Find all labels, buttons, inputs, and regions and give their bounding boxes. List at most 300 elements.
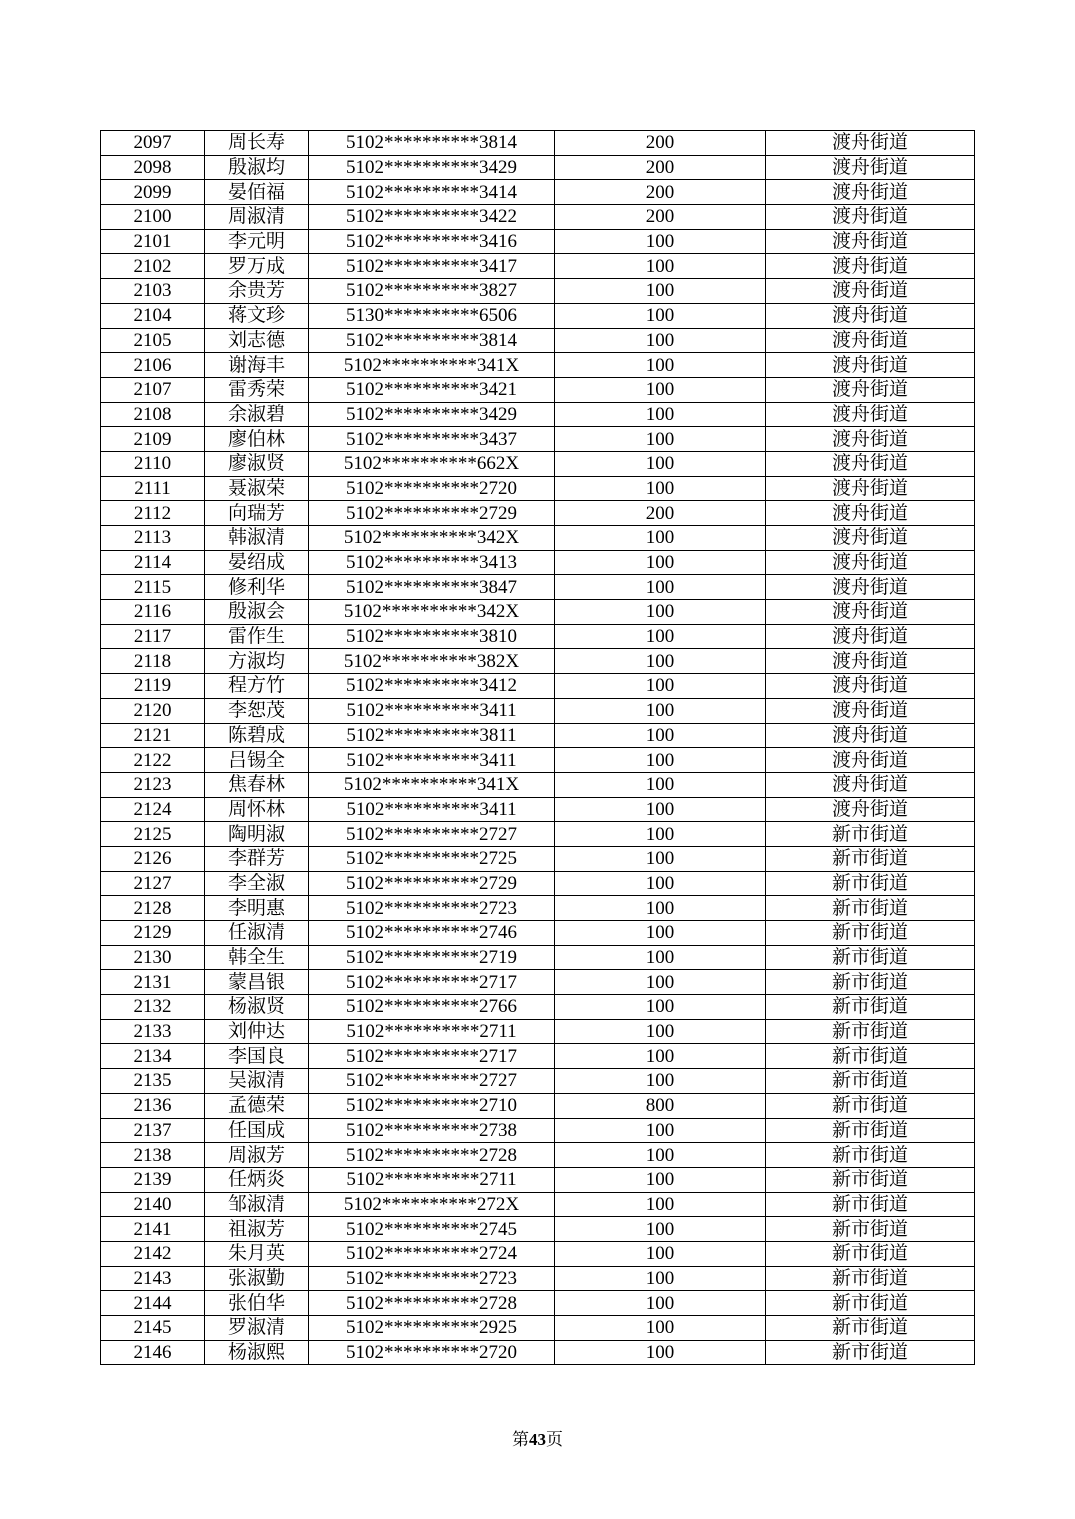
name-cell: 李全淑 xyxy=(205,871,309,896)
table-row xyxy=(101,1291,975,1316)
street-cell: 新市街道 xyxy=(766,921,975,946)
street-cell: 渡舟街道 xyxy=(766,303,975,328)
id-number-cell: 5102**********662X xyxy=(309,451,555,476)
row-number-cell: 2099 xyxy=(101,180,205,205)
row-number-cell: 2145 xyxy=(101,1316,205,1341)
name-cell: 任淑清 xyxy=(205,921,309,946)
amount-cell: 100 xyxy=(555,328,766,353)
name-cell: 李元明 xyxy=(205,229,309,254)
id-number-cell: 5102**********3411 xyxy=(309,698,555,723)
row-number-cell: 2139 xyxy=(101,1167,205,1192)
name-cell: 孟德荣 xyxy=(205,1093,309,1118)
amount-cell: 100 xyxy=(555,995,766,1020)
street-cell: 渡舟街道 xyxy=(766,797,975,822)
name-cell: 刘仲达 xyxy=(205,1019,309,1044)
table-row xyxy=(101,822,975,847)
name-cell: 杨淑贤 xyxy=(205,995,309,1020)
row-number-cell: 2112 xyxy=(101,501,205,526)
id-number-cell: 5102**********2729 xyxy=(309,871,555,896)
street-cell: 渡舟街道 xyxy=(766,526,975,551)
amount-cell: 100 xyxy=(555,1118,766,1143)
table-row xyxy=(101,1192,975,1217)
name-cell: 张伯华 xyxy=(205,1291,309,1316)
amount-cell: 100 xyxy=(555,846,766,871)
row-number-cell: 2124 xyxy=(101,797,205,822)
street-cell: 新市街道 xyxy=(766,945,975,970)
table-row xyxy=(101,155,975,180)
table-row xyxy=(101,476,975,501)
name-cell: 陶明淑 xyxy=(205,822,309,847)
amount-cell: 200 xyxy=(555,155,766,180)
street-cell: 渡舟街道 xyxy=(766,723,975,748)
amount-cell: 100 xyxy=(555,550,766,575)
id-number-cell: 5102**********2720 xyxy=(309,1340,555,1365)
row-number-cell: 2120 xyxy=(101,698,205,723)
id-number-cell: 5102**********2723 xyxy=(309,1266,555,1291)
amount-cell: 100 xyxy=(555,600,766,625)
row-number-cell: 2100 xyxy=(101,205,205,230)
street-cell: 渡舟街道 xyxy=(766,550,975,575)
row-number-cell: 2104 xyxy=(101,303,205,328)
id-number-cell: 5102**********342X xyxy=(309,600,555,625)
table-row xyxy=(101,945,975,970)
street-cell: 新市街道 xyxy=(766,1340,975,1365)
row-number-cell: 2143 xyxy=(101,1266,205,1291)
street-cell: 渡舟街道 xyxy=(766,649,975,674)
id-number-cell: 5102**********3814 xyxy=(309,328,555,353)
amount-cell: 100 xyxy=(555,1019,766,1044)
street-cell: 渡舟街道 xyxy=(766,180,975,205)
id-number-cell: 5102**********2727 xyxy=(309,822,555,847)
street-cell: 渡舟街道 xyxy=(766,205,975,230)
id-number-cell: 5102**********3437 xyxy=(309,427,555,452)
id-number-cell: 5102**********3411 xyxy=(309,748,555,773)
name-cell: 晏佰福 xyxy=(205,180,309,205)
name-cell: 吕锡全 xyxy=(205,748,309,773)
id-number-cell: 5102**********2925 xyxy=(309,1316,555,1341)
street-cell: 新市街道 xyxy=(766,1167,975,1192)
street-cell: 新市街道 xyxy=(766,871,975,896)
amount-cell: 100 xyxy=(555,772,766,797)
table-row xyxy=(101,970,975,995)
row-number-cell: 2117 xyxy=(101,624,205,649)
id-number-cell: 5102**********2745 xyxy=(309,1217,555,1242)
name-cell: 殷淑会 xyxy=(205,600,309,625)
name-cell: 吴淑清 xyxy=(205,1069,309,1094)
row-number-cell: 2108 xyxy=(101,402,205,427)
table-row xyxy=(101,1316,975,1341)
id-number-cell: 5102**********3810 xyxy=(309,624,555,649)
row-number-cell: 2102 xyxy=(101,254,205,279)
row-number-cell: 2134 xyxy=(101,1044,205,1069)
table-row xyxy=(101,1069,975,1094)
amount-cell: 100 xyxy=(555,427,766,452)
amount-cell: 100 xyxy=(555,797,766,822)
table-row xyxy=(101,303,975,328)
table-row xyxy=(101,846,975,871)
row-number-cell: 2132 xyxy=(101,995,205,1020)
amount-cell: 100 xyxy=(555,822,766,847)
amount-cell: 100 xyxy=(555,970,766,995)
name-cell: 韩淑清 xyxy=(205,526,309,551)
street-cell: 新市街道 xyxy=(766,1266,975,1291)
row-number-cell: 2118 xyxy=(101,649,205,674)
name-cell: 任炳炎 xyxy=(205,1167,309,1192)
table-row xyxy=(101,995,975,1020)
id-number-cell: 5102**********2766 xyxy=(309,995,555,1020)
row-number-cell: 2105 xyxy=(101,328,205,353)
name-cell: 程方竹 xyxy=(205,674,309,699)
id-number-cell: 5102**********3414 xyxy=(309,180,555,205)
row-number-cell: 2146 xyxy=(101,1340,205,1365)
table-row xyxy=(101,131,975,156)
id-number-cell: 5102**********2738 xyxy=(309,1118,555,1143)
table-row xyxy=(101,205,975,230)
table-row xyxy=(101,526,975,551)
name-cell: 李国良 xyxy=(205,1044,309,1069)
amount-cell: 100 xyxy=(555,451,766,476)
row-number-cell: 2140 xyxy=(101,1192,205,1217)
street-cell: 渡舟街道 xyxy=(766,377,975,402)
amount-cell: 100 xyxy=(555,1241,766,1266)
row-number-cell: 2126 xyxy=(101,846,205,871)
id-number-cell: 5102**********3412 xyxy=(309,674,555,699)
street-cell: 新市街道 xyxy=(766,1118,975,1143)
name-cell: 朱月英 xyxy=(205,1241,309,1266)
street-cell: 新市街道 xyxy=(766,1316,975,1341)
row-number-cell: 2115 xyxy=(101,575,205,600)
street-cell: 新市街道 xyxy=(766,822,975,847)
amount-cell: 100 xyxy=(555,674,766,699)
row-number-cell: 2110 xyxy=(101,451,205,476)
street-cell: 新市街道 xyxy=(766,1192,975,1217)
name-cell: 罗淑清 xyxy=(205,1316,309,1341)
street-cell: 渡舟街道 xyxy=(766,353,975,378)
street-cell: 渡舟街道 xyxy=(766,501,975,526)
table-row xyxy=(101,921,975,946)
name-cell: 雷秀荣 xyxy=(205,377,309,402)
street-cell: 渡舟街道 xyxy=(766,748,975,773)
row-number-cell: 2116 xyxy=(101,600,205,625)
name-cell: 蒋文珍 xyxy=(205,303,309,328)
id-number-cell: 5102**********3827 xyxy=(309,279,555,304)
amount-cell: 100 xyxy=(555,624,766,649)
id-number-cell: 5102**********272X xyxy=(309,1192,555,1217)
amount-cell: 100 xyxy=(555,1167,766,1192)
id-number-cell: 5102**********2725 xyxy=(309,846,555,871)
street-cell: 渡舟街道 xyxy=(766,279,975,304)
table-row xyxy=(101,1167,975,1192)
row-number-cell: 2119 xyxy=(101,674,205,699)
id-number-cell: 5102**********3417 xyxy=(309,254,555,279)
page-footer xyxy=(0,1429,1075,1451)
name-cell: 李明惠 xyxy=(205,896,309,921)
table-row xyxy=(101,723,975,748)
table-row xyxy=(101,328,975,353)
table-row xyxy=(101,600,975,625)
table-row xyxy=(101,1044,975,1069)
id-number-cell: 5102**********2717 xyxy=(309,970,555,995)
name-cell: 张淑勤 xyxy=(205,1266,309,1291)
amount-cell: 100 xyxy=(555,1069,766,1094)
street-cell: 渡舟街道 xyxy=(766,155,975,180)
id-number-cell: 5102**********382X xyxy=(309,649,555,674)
row-number-cell: 2098 xyxy=(101,155,205,180)
id-number-cell: 5102**********2728 xyxy=(309,1143,555,1168)
table-row xyxy=(101,896,975,921)
row-number-cell: 2133 xyxy=(101,1019,205,1044)
amount-cell: 100 xyxy=(555,945,766,970)
street-cell: 新市街道 xyxy=(766,995,975,1020)
amount-cell: 100 xyxy=(555,402,766,427)
name-cell: 晏绍成 xyxy=(205,550,309,575)
id-number-cell: 5102**********2720 xyxy=(309,476,555,501)
street-cell: 新市街道 xyxy=(766,1217,975,1242)
table-row xyxy=(101,772,975,797)
table-row xyxy=(101,1019,975,1044)
table-row xyxy=(101,377,975,402)
street-cell: 渡舟街道 xyxy=(766,476,975,501)
row-number-cell: 2109 xyxy=(101,427,205,452)
table-row xyxy=(101,1143,975,1168)
amount-cell: 100 xyxy=(555,723,766,748)
id-number-cell: 5102**********3421 xyxy=(309,377,555,402)
name-cell: 韩全生 xyxy=(205,945,309,970)
street-cell: 渡舟街道 xyxy=(766,328,975,353)
id-number-cell: 5102**********3416 xyxy=(309,229,555,254)
amount-cell: 100 xyxy=(555,1266,766,1291)
table-row xyxy=(101,1241,975,1266)
table-row xyxy=(101,501,975,526)
row-number-cell: 2101 xyxy=(101,229,205,254)
id-number-cell: 5102**********2728 xyxy=(309,1291,555,1316)
row-number-cell: 2122 xyxy=(101,748,205,773)
row-number-cell: 2142 xyxy=(101,1241,205,1266)
name-cell: 邹淑清 xyxy=(205,1192,309,1217)
id-number-cell: 5102**********3811 xyxy=(309,723,555,748)
row-number-cell: 2107 xyxy=(101,377,205,402)
street-cell: 渡舟街道 xyxy=(766,254,975,279)
name-cell: 殷淑均 xyxy=(205,155,309,180)
table-row xyxy=(101,698,975,723)
name-cell: 余贵芳 xyxy=(205,279,309,304)
name-cell: 廖淑贤 xyxy=(205,451,309,476)
name-cell: 方淑均 xyxy=(205,649,309,674)
amount-cell: 100 xyxy=(555,1192,766,1217)
name-cell: 焦春林 xyxy=(205,772,309,797)
id-number-cell: 5102**********2746 xyxy=(309,921,555,946)
id-number-cell: 5102**********3413 xyxy=(309,550,555,575)
amount-cell: 200 xyxy=(555,180,766,205)
name-cell: 陈碧成 xyxy=(205,723,309,748)
table-row xyxy=(101,1118,975,1143)
table-row xyxy=(101,427,975,452)
amount-cell: 100 xyxy=(555,476,766,501)
street-cell: 新市街道 xyxy=(766,1093,975,1118)
page-prefix: 第 xyxy=(512,1430,529,1449)
street-cell: 新市街道 xyxy=(766,1241,975,1266)
amount-cell: 200 xyxy=(555,501,766,526)
page-number: 43 xyxy=(529,1430,546,1449)
row-number-cell: 2129 xyxy=(101,921,205,946)
street-cell: 新市街道 xyxy=(766,896,975,921)
amount-cell: 100 xyxy=(555,229,766,254)
name-cell: 修利华 xyxy=(205,575,309,600)
recipient-table xyxy=(100,130,975,1365)
street-cell: 新市街道 xyxy=(766,1069,975,1094)
street-cell: 新市街道 xyxy=(766,1291,975,1316)
street-cell: 新市街道 xyxy=(766,846,975,871)
street-cell: 渡舟街道 xyxy=(766,229,975,254)
amount-cell: 100 xyxy=(555,921,766,946)
name-cell: 廖伯林 xyxy=(205,427,309,452)
table-row xyxy=(101,451,975,476)
name-cell: 祖淑芳 xyxy=(205,1217,309,1242)
row-number-cell: 2136 xyxy=(101,1093,205,1118)
street-cell: 渡舟街道 xyxy=(766,131,975,156)
table-row xyxy=(101,229,975,254)
row-number-cell: 2130 xyxy=(101,945,205,970)
id-number-cell: 5102**********3422 xyxy=(309,205,555,230)
id-number-cell: 5130**********6506 xyxy=(309,303,555,328)
street-cell: 新市街道 xyxy=(766,1044,975,1069)
street-cell: 渡舟街道 xyxy=(766,624,975,649)
table-row xyxy=(101,748,975,773)
table-row xyxy=(101,402,975,427)
row-number-cell: 2111 xyxy=(101,476,205,501)
row-number-cell: 2113 xyxy=(101,526,205,551)
page-suffix: 页 xyxy=(546,1430,563,1449)
row-number-cell: 2097 xyxy=(101,131,205,156)
row-number-cell: 2125 xyxy=(101,822,205,847)
id-number-cell: 5102**********2719 xyxy=(309,945,555,970)
amount-cell: 100 xyxy=(555,1143,766,1168)
name-cell: 李恕茂 xyxy=(205,698,309,723)
amount-cell: 100 xyxy=(555,1044,766,1069)
name-cell: 周淑清 xyxy=(205,205,309,230)
amount-cell: 200 xyxy=(555,131,766,156)
row-number-cell: 2137 xyxy=(101,1118,205,1143)
id-number-cell: 5102**********2717 xyxy=(309,1044,555,1069)
amount-cell: 100 xyxy=(555,748,766,773)
id-number-cell: 5102**********341X xyxy=(309,353,555,378)
amount-cell: 100 xyxy=(555,303,766,328)
id-number-cell: 5102**********341X xyxy=(309,772,555,797)
name-cell: 聂淑荣 xyxy=(205,476,309,501)
id-number-cell: 5102**********3847 xyxy=(309,575,555,600)
table-body xyxy=(101,131,975,1365)
table-row xyxy=(101,353,975,378)
street-cell: 渡舟街道 xyxy=(766,402,975,427)
amount-cell: 100 xyxy=(555,353,766,378)
name-cell: 向瑞芳 xyxy=(205,501,309,526)
table-row xyxy=(101,1093,975,1118)
street-cell: 渡舟街道 xyxy=(766,674,975,699)
table-row xyxy=(101,180,975,205)
id-number-cell: 5102**********342X xyxy=(309,526,555,551)
amount-cell: 100 xyxy=(555,279,766,304)
name-cell: 蒙昌银 xyxy=(205,970,309,995)
street-cell: 渡舟街道 xyxy=(766,427,975,452)
id-number-cell: 5102**********2729 xyxy=(309,501,555,526)
table-row xyxy=(101,1266,975,1291)
street-cell: 新市街道 xyxy=(766,1143,975,1168)
id-number-cell: 5102**********3429 xyxy=(309,155,555,180)
street-cell: 新市街道 xyxy=(766,970,975,995)
id-number-cell: 5102**********2727 xyxy=(309,1069,555,1094)
row-number-cell: 2127 xyxy=(101,871,205,896)
street-cell: 渡舟街道 xyxy=(766,451,975,476)
amount-cell: 100 xyxy=(555,896,766,921)
table-row xyxy=(101,649,975,674)
name-cell: 周怀林 xyxy=(205,797,309,822)
street-cell: 渡舟街道 xyxy=(766,575,975,600)
amount-cell: 100 xyxy=(555,377,766,402)
name-cell: 任国成 xyxy=(205,1118,309,1143)
table-row xyxy=(101,575,975,600)
table-row xyxy=(101,871,975,896)
amount-cell: 100 xyxy=(555,1291,766,1316)
table-row xyxy=(101,797,975,822)
name-cell: 雷作生 xyxy=(205,624,309,649)
row-number-cell: 2121 xyxy=(101,723,205,748)
amount-cell: 100 xyxy=(555,1217,766,1242)
amount-cell: 100 xyxy=(555,254,766,279)
name-cell: 余淑碧 xyxy=(205,402,309,427)
name-cell: 罗万成 xyxy=(205,254,309,279)
row-number-cell: 2114 xyxy=(101,550,205,575)
name-cell: 刘志德 xyxy=(205,328,309,353)
row-number-cell: 2144 xyxy=(101,1291,205,1316)
row-number-cell: 2128 xyxy=(101,896,205,921)
row-number-cell: 2131 xyxy=(101,970,205,995)
amount-cell: 100 xyxy=(555,649,766,674)
street-cell: 渡舟街道 xyxy=(766,600,975,625)
row-number-cell: 2123 xyxy=(101,772,205,797)
row-number-cell: 2106 xyxy=(101,353,205,378)
street-cell: 渡舟街道 xyxy=(766,772,975,797)
table-row xyxy=(101,1217,975,1242)
amount-cell: 100 xyxy=(555,575,766,600)
street-cell: 新市街道 xyxy=(766,1019,975,1044)
row-number-cell: 2103 xyxy=(101,279,205,304)
id-number-cell: 5102**********2711 xyxy=(309,1167,555,1192)
name-cell: 周长寿 xyxy=(205,131,309,156)
amount-cell: 100 xyxy=(555,1316,766,1341)
amount-cell: 100 xyxy=(555,526,766,551)
row-number-cell: 2141 xyxy=(101,1217,205,1242)
id-number-cell: 5102**********3814 xyxy=(309,131,555,156)
table-row xyxy=(101,550,975,575)
street-cell: 渡舟街道 xyxy=(766,698,975,723)
table-row xyxy=(101,1340,975,1365)
amount-cell: 800 xyxy=(555,1093,766,1118)
amount-cell: 100 xyxy=(555,1340,766,1365)
name-cell: 谢海丰 xyxy=(205,353,309,378)
row-number-cell: 2138 xyxy=(101,1143,205,1168)
table-row xyxy=(101,254,975,279)
id-number-cell: 5102**********3429 xyxy=(309,402,555,427)
id-number-cell: 5102**********2724 xyxy=(309,1241,555,1266)
name-cell: 李群芳 xyxy=(205,846,309,871)
id-number-cell: 5102**********2711 xyxy=(309,1019,555,1044)
id-number-cell: 5102**********3411 xyxy=(309,797,555,822)
name-cell: 杨淑熙 xyxy=(205,1340,309,1365)
amount-cell: 100 xyxy=(555,871,766,896)
amount-cell: 100 xyxy=(555,698,766,723)
id-number-cell: 5102**********2723 xyxy=(309,896,555,921)
id-number-cell: 5102**********2710 xyxy=(309,1093,555,1118)
